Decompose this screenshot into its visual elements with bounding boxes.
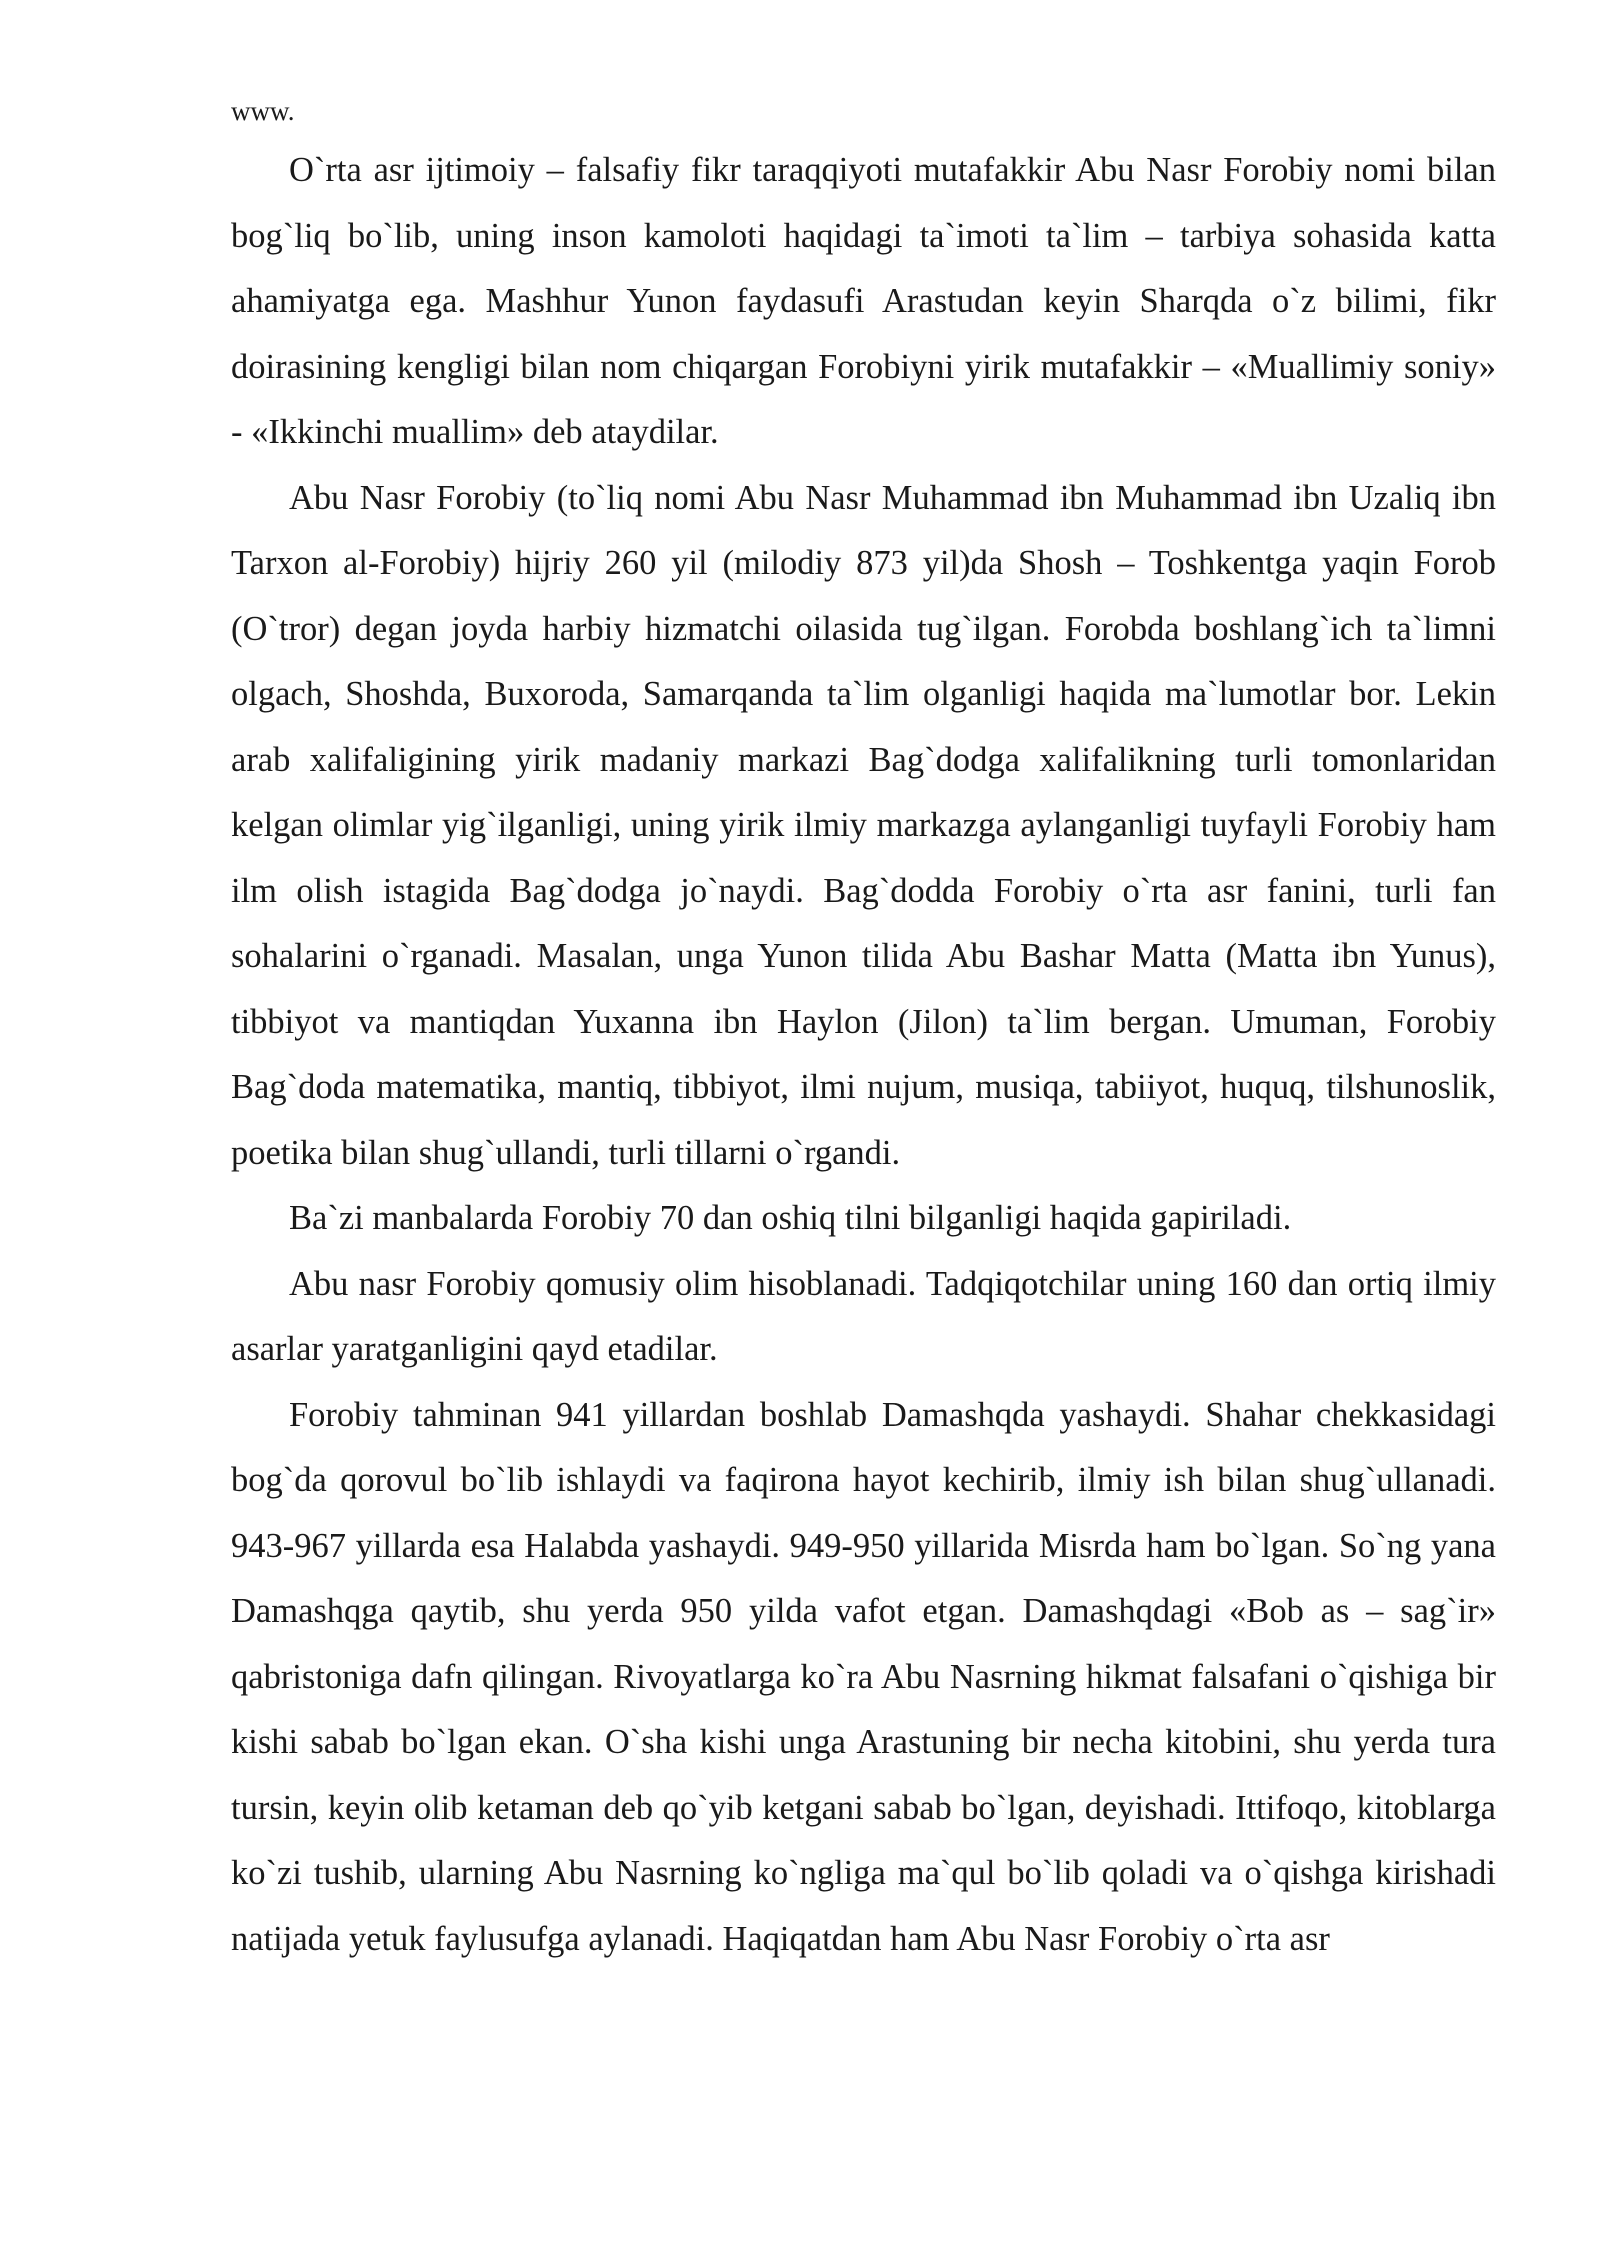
paragraph-damascus: Forobiy tahminan 941 yillardan boshlab Damashqda yashaydi. Shahar chekkasidagi bog`da qorovul bo`lib ishlaydi va faqirona hayot kechirib, ilmiy ish bilan shug`ullanadi. 943-967 yillarda esa Halabda yashaydi. 949-950 yillarida Misrda ham bo`lgan. So`ng yana Damashqga qaytib, shu yerda 950 yilda vafot etgan. Damashqdagi «Bob as – sag`ir» qabristoniga dafn qilingan. Rivoyatlarga ko`ra Abu Nasrning hikmat falsafani o`qishiga bir kishi sabab bo`lgan ekan. O`sha kishi unga Arastuning bir necha kitobini, shu yerda tura tursin, keyin olib ketaman deb qo`yib ketgani sabab bo`lgan, deyishadi. Ittifoqo, kitoblarga ko`zi tushib, ularning Abu Nasrning ko`ngliga ma`qul bo`lib qoladi va o`qishga kirishadi natijada yetuk faylusufga aylanadi. Haqiqatdan ham Abu Nasr Forobiy o`rta asr bbox=[231, 1395, 1496, 1958]
page-header: www. bbox=[231, 96, 295, 126]
paragraph-farabi-intro: O`rta asr ijtimoiy – falsafiy fikr taraqqiyoti mutafakkir Abu Nasr Forobiy nomi bilan bog`liq bo`lib, uning inson kamoloti haqidagi ta`imoti ta`lim – tarbiya sohasida katta ahamiyatga ega. Mashhur Yunon faydasufi Arastudan keyin Sharqda o`z bilimi, fikr doirasining kengligi bilan nom chiqargan Forobiyni yirik mutafakkir – «Muallimiy soniy» - «Ikkinchi muallim» deb ataydilar. bbox=[231, 151, 1496, 451]
paragraph-works: Abu nasr Forobiy qomusiy olim hisoblanadi. Tadqiqotchilar uning 160 dan ortiq ilmiy asarlar yaratganligini qayd etadilar. bbox=[231, 1264, 1496, 1368]
text-body bbox=[231, 88, 1496, 1972]
paragraph-languages: Ba`zi manbalarda Forobiy 70 dan oshiq tilni bilganligi haqida gapiriladi. bbox=[289, 1199, 1292, 1237]
paragraph-farabi-biography: Abu Nasr Forobiy (to`liq nomi Abu Nasr Muhammad ibn Muhammad ibn Uzaliq ibn Tarxon al-Forobiy) hijriy 260 yil (milodiy 873 yil)da Shosh – Toshkentga yaqin Forob (O`tror) degan joyda harbiy hizmatchi oilasida tug`ilgan. Forobda boshlang`ich ta`limni olgach, Shoshda, Buxoroda, Samarqanda ta`lim olganligi haqida ma`lumotlar bor. Lekin arab xalifaligining yirik madaniy markazi Bag`dodga xalifalikning turli tomonlaridan kelgan olimlar yig`ilganligi, uning yirik ilmiy markazga aylanganligi tuyfayli Forobiy ham ilm olish istagida Bag`dodga jo`naydi. Bag`dodda Forobiy o`rta asr fanini, turli fan sohalarini o`rganadi. Masalan, unga Yunon tilida Abu Bashar Matta (Matta ibn Yunus), tibbiyot va mantiqdan Yuxanna ibn Haylon (Jilon) ta`lim bergan. Umuman, Forobiy Bag`doda matematika, mantiq, tibbiyot, ilmi nujum, musiqa, tabiiyot, huquq, tilshunoslik, poetika bilan shug`ullandi, turli tillarni o`rgandi. bbox=[231, 478, 1496, 1172]
